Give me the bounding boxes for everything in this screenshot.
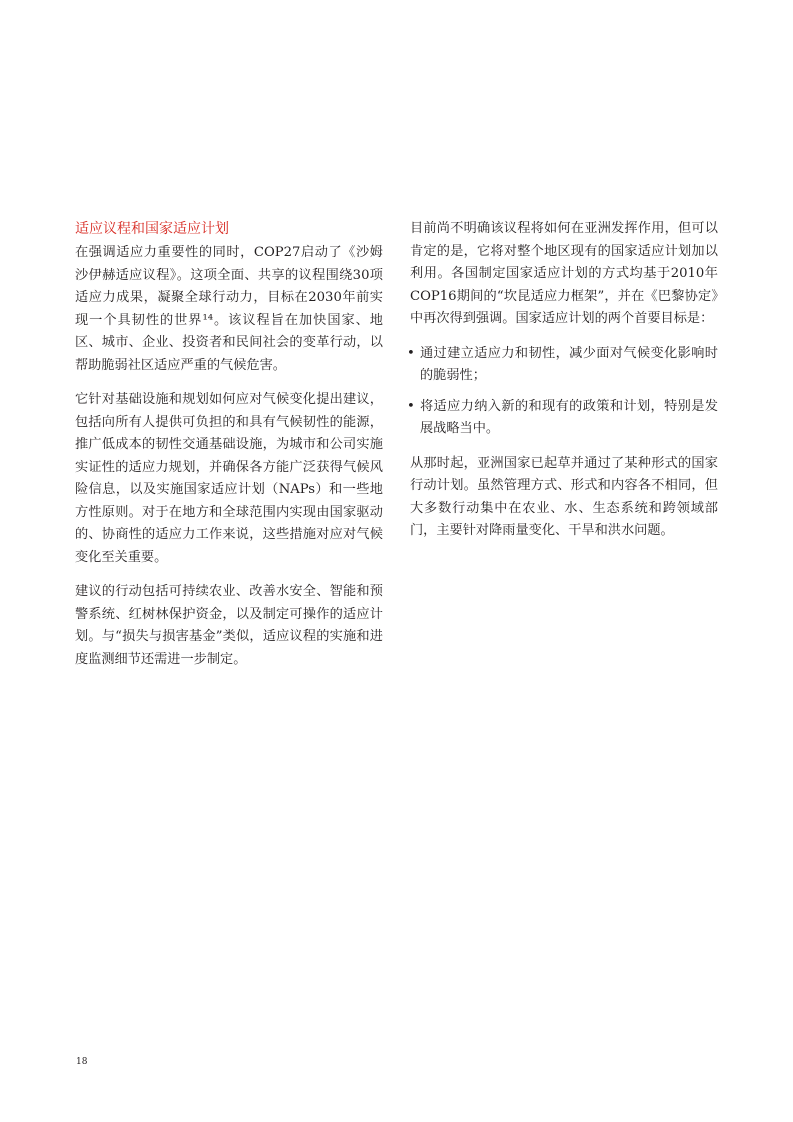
left-column xyxy=(75,218,383,683)
body-paragraph: 目前尚不明确该议程将如何在亚洲发挥作用，但可以肯定的是，它将对整个地区现有的国家适应计划加以利用。各国制定国家适应计划的方式均基于2010年COP16期间的“坎昆适应力框架”，并在《巴黎协定》中再次得到强调。国家适应计划的两个首要目标是： xyxy=(410,221,718,326)
list-item xyxy=(407,396,718,441)
list-item-text: 将适应力纳入新的和现有的政策和计划，特别是发展战略当中。 xyxy=(420,398,718,436)
body-paragraph: 它针对基础设施和规划如何应对气候变化提出建议，包括向所有人提供可负担的和具有气候韧性的能源，推广低成本的韧性交通基础设施，为城市和公司实施实证性的适应力规划，并确保各方能广泛获得气候风险信息，以及实施国家适应计划（NAPs）和一些地方性原则。对于在地方和全球范围内实现由国家驱动的、协商性的适应力工作来说，这些措施对应对气候变化至关重要。 xyxy=(75,392,383,565)
section-heading: 适应议程和国家适应计划 xyxy=(75,221,229,237)
list-item xyxy=(407,343,718,388)
body-paragraph: 在强调适应力重要性的同时，COP27启动了《沙姆沙伊赫适应议程》。这项全面、共享的议程围绕30项适应力成果，凝聚全球行动力，目标在2030年前实现一个具韧性的世界¹⁴。该议程旨在加快国家、地区、城市、企业、投资者和民间社会的变革行动，以帮助脆弱社区适应严重的气候危害。 xyxy=(75,245,383,373)
goals-list xyxy=(407,343,718,441)
page-number: 18 xyxy=(76,1057,88,1067)
bullet-icon: • xyxy=(407,398,415,414)
list-item-text: 通过建立适应力和韧性，减少面对气候变化影响时的脆弱性； xyxy=(420,345,718,383)
bullet-icon: • xyxy=(407,345,415,361)
body-paragraph: 建议的行动包括可持续农业、改善水安全、智能和预警系统、红树林保护资金，以及制定可操作的适应计划。与“损失与损害基金”类似，适应议程的实施和进度监测细节还需进一步制定。 xyxy=(75,584,383,667)
body-paragraph: 从那时起，亚洲国家已起草并通过了某种形式的国家行动计划。虽然管理方式、形式和内容各不相同，但大多数行动集中在农业、水、生态系统和跨领域部门，主要针对降雨量变化、干旱和洪水问题。 xyxy=(410,455,718,538)
right-column xyxy=(407,218,718,555)
